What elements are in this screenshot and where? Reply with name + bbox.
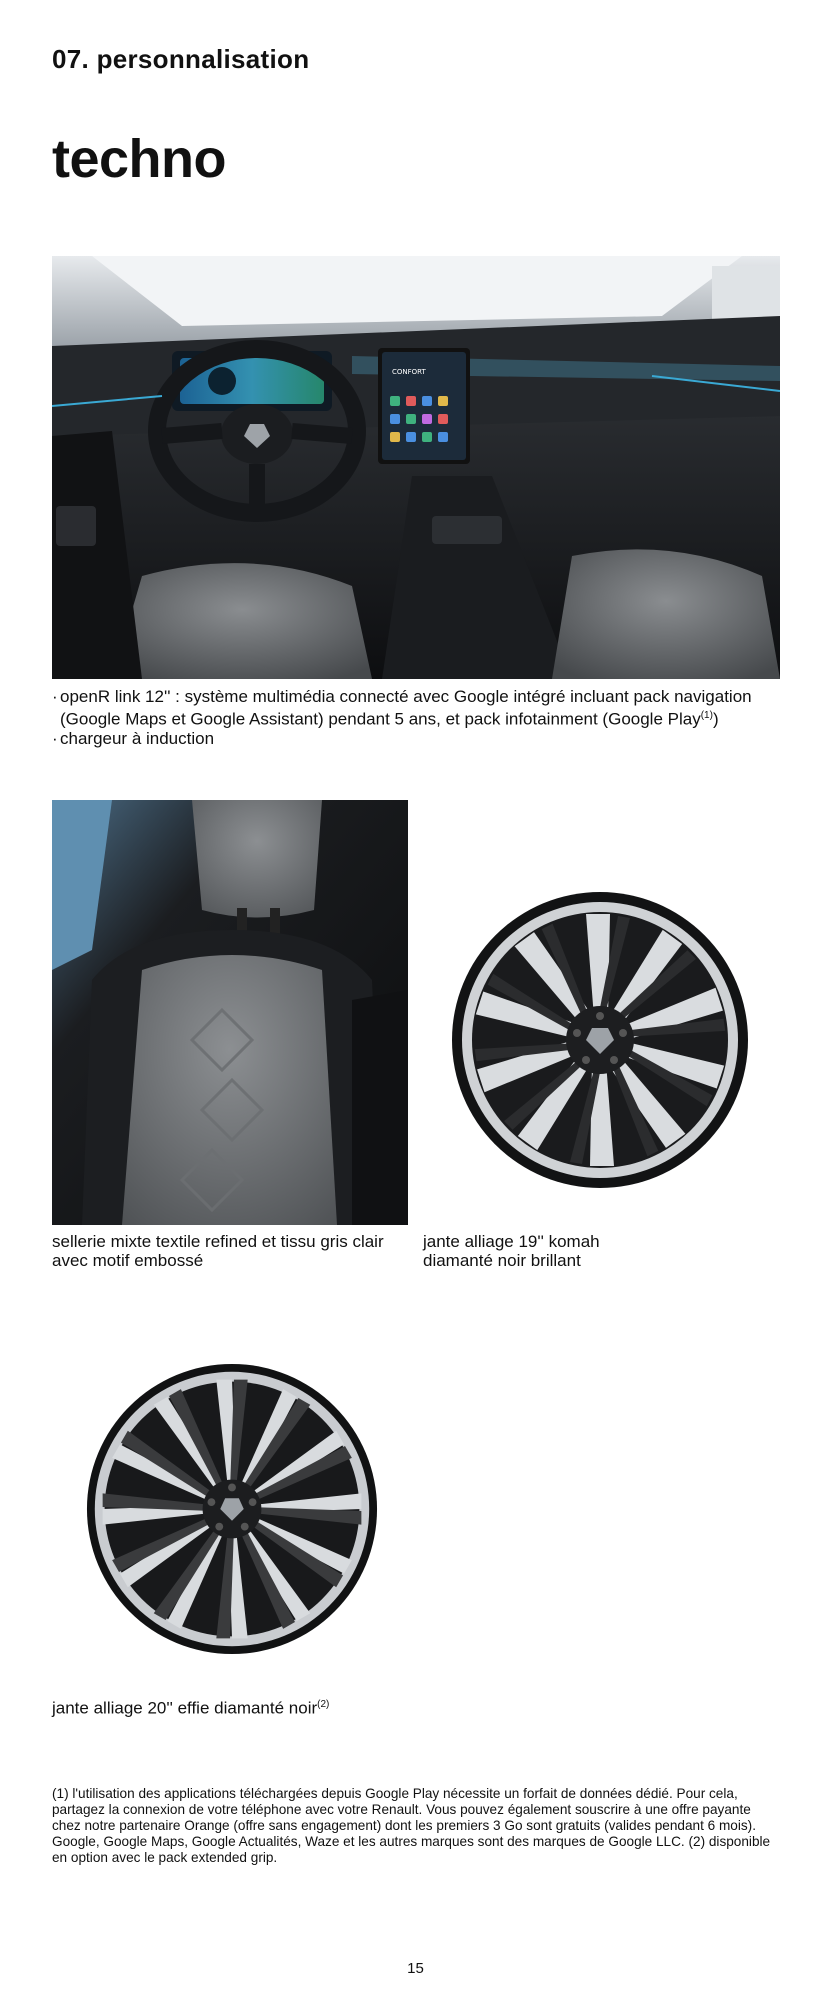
- page-number: 15: [407, 1960, 424, 1977]
- feature-item-induction-charger: · chargeur à induction: [52, 729, 752, 748]
- screen-label: CONFORT: [392, 368, 426, 376]
- seat-caption: sellerie mixte textile refined et tissu gris clair avec motif embossé: [52, 1232, 384, 1270]
- section-title: 07. personnalisation: [52, 44, 310, 74]
- wheel-20-caption: jante alliage 20'' effie diamanté noir$^{(2)}$: [52, 1698, 330, 1718]
- wheel-20-footnote-ref: (2): [317, 1699, 330, 1710]
- wheel-20-photo: [85, 1362, 379, 1656]
- seat-photo: [52, 800, 408, 1225]
- feature-item-openr-link: · openR link 12'' : système multimédia connecté avec Google intégré incluant pack navigation (Google Maps et Google Assistant) pendant 5 ans, et pack infotainment (Google Play$^{(1)}$): [52, 687, 752, 729]
- dashboard-caption: [52, 687, 752, 748]
- wheel-19-caption: jante alliage 19'' komah diamanté noir brillant: [423, 1232, 600, 1270]
- wheel-19-photo: [450, 890, 750, 1190]
- dashboard-photo: [52, 256, 780, 679]
- page-heading: techno: [52, 129, 227, 189]
- footnote: (1) l'utilisation des applications téléchargées depuis Google Play nécessite un forfait de données dédié. Pour cela, partagez la connexion de votre téléphone avec votre Renault. Vous pouvez également souscrire à une offre payante chez notre partenaire Orange (offre sans engagement) dont les premiers 3 Go sont gratuits (valides pendant 6 mois). Google, Google Maps, Google Actualités, Waze et les autres marques sont des marques de Google LLC. (2) disponible en option avec le pack extended grip.: [52, 1786, 771, 1865]
